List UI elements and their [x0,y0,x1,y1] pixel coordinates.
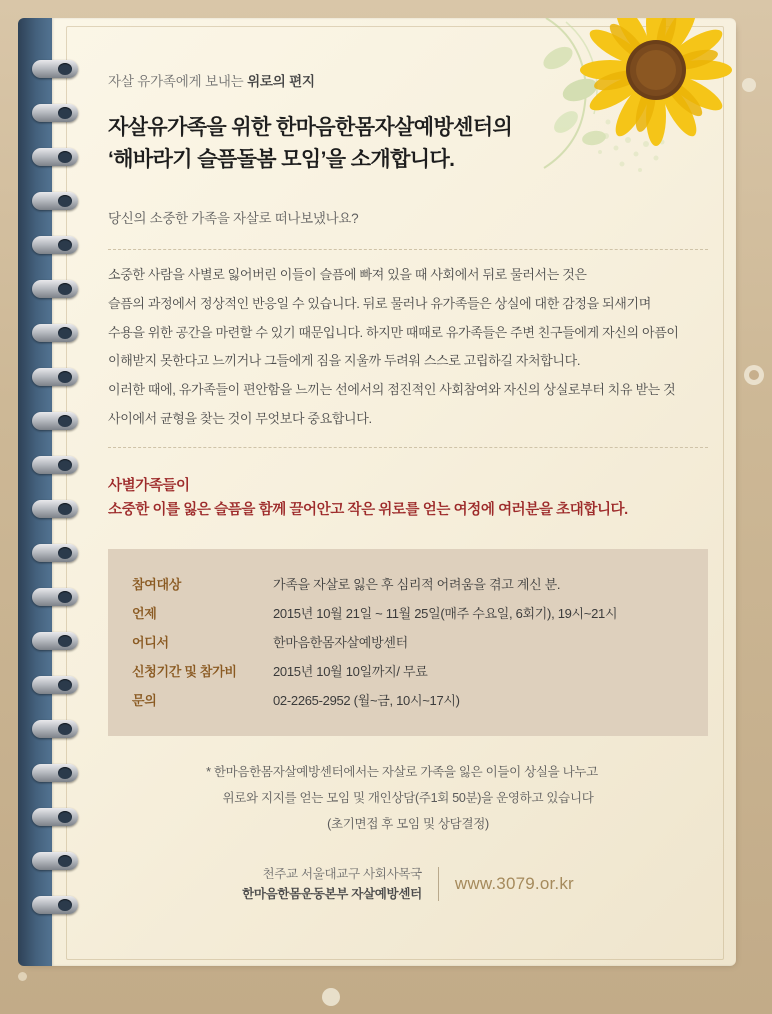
spiral-ring [32,808,78,826]
info-row [108,627,708,656]
background-dot [742,78,756,92]
footer [108,864,708,904]
spiral-ring [32,412,78,430]
page-title [108,112,708,175]
spiral-ring [32,148,78,166]
info-row [108,685,708,714]
lead-question: 당신의 소중한 가족을 자살로 떠나보냈나요? [108,211,359,226]
spiral-ring [32,764,78,782]
info-row [108,598,708,627]
body-paragraph: 이러한 때에, 유가족들이 편안함을 느끼는 선에서의 점진적인 사회참여와 자신의 상실로부터 치유 받는 것 [108,382,676,397]
organization-line-1: 천주교 서울대교구 사회사목국 [262,866,422,881]
spiral-ring [32,896,78,914]
info-label: 어디서 [132,634,169,650]
organization-line-2: 한마음한몸운동본부 자살예방센터 [242,886,422,901]
info-label: 신청기간 및 참가비 [132,663,237,679]
spiral-ring [32,368,78,386]
info-row [108,569,708,598]
info-value: 02-2265-2952 (월~금, 10시~17시) [273,692,460,708]
spiral-ring [32,500,78,518]
spiral-ring [32,280,78,298]
title-line-2: ‘해바라기 슬픔돌봄 모임’을 소개합니다. [108,147,455,171]
info-label: 참여대상 [132,576,182,592]
invitation [108,474,708,523]
info-label: 언제 [132,605,157,621]
footnote-line-1: * 한마음한몸자살예방센터에서는 자살로 가족을 잃은 이들이 상실을 나누고 [206,764,598,779]
spiral-ring [32,324,78,342]
organization-info [242,864,422,904]
body-paragraph: 소중한 사람을 사별로 잃어버린 이들이 슬픔에 빠져 있을 때 사회에서 뒤로 물러서는 것은 [108,267,587,282]
background-dot [322,988,340,1006]
spiral-ring [32,192,78,210]
invitation-line-2: 소중한 이를 잃은 슬픔을 함께 끌어안고 작은 위로를 얻는 여정에 여러분을 초대합니다. [108,502,628,519]
notebook [18,18,736,966]
spiral-ring [32,676,78,694]
info-value: 2015년 10월 21일 ~ 11월 25일(매주 수요일, 6회기), 19시~21시 [273,605,618,621]
spiral-ring [32,852,78,870]
spiral-ring [32,236,78,254]
spiral-ring [32,632,78,650]
kicker [108,70,708,90]
title-line-1: 자살유가족을 위한 한마음한몸자살예방센터의 [108,116,513,139]
spiral-ring [32,544,78,562]
spiral-ring [32,456,78,474]
spiral-ring [32,588,78,606]
background-dot [744,365,764,385]
footnote-line-3: (초기면접 후 모임 및 상담결정) [327,816,489,831]
background-dot [18,972,27,981]
info-row [108,656,708,685]
invitation-line-1: 사별가족들이 [108,477,190,494]
kicker-highlight: 위로의 편지 [247,74,315,89]
program-details-box [108,549,708,736]
footnote-line-2: 위로와 지지를 얻는 모임 및 개인상담(주1회 50분)을 운영하고 있습니다 [222,790,594,805]
website-url[interactable]: www.3079.or.kr [454,873,574,893]
footnote [108,762,708,834]
body-copy [108,249,708,448]
body-paragraph: 슬픔의 과정에서 정상적인 반응일 수 있습니다. 뒤로 물러나 유가족들은 상실에 대한 감정을 되새기며 [108,295,651,311]
spiral-ring [32,720,78,738]
spiral-ring [32,60,78,78]
body-paragraph: 이해받지 못한다고 느끼거나 그들에게 짐을 지울까 두려워 스스로 고립하길 자처합니다. [108,353,581,369]
spiral-ring [32,104,78,122]
info-value: 가족을 자살로 잃은 후 심리적 어려움을 겪고 계신 분. [273,576,561,592]
body-paragraph: 사이에서 균형을 찾는 것이 무엇보다 중요합니다. [108,410,372,426]
footer-divider [438,867,439,901]
info-value: 한마음한몸자살예방센터 [273,634,408,650]
kicker-prefix: 자살 유가족에게 보내는 [108,74,248,89]
body-paragraph: 수용을 위한 공간을 마련할 수 있기 때문입니다. 하지만 때때로 유가족들은 주변 친구들에게 자신의 아픔이 [108,324,679,340]
notebook-page [52,18,736,966]
letter-content [108,70,708,904]
info-label: 문의 [132,692,157,708]
info-value: 2015년 10월 10일까지/ 무료 [273,663,428,679]
